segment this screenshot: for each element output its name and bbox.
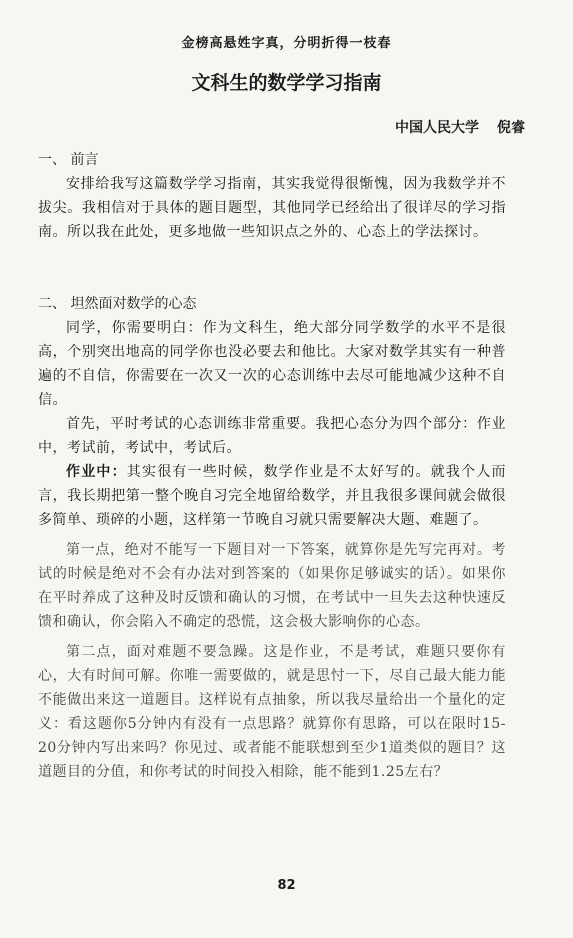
page-number: 82 [277, 878, 296, 893]
author-name: 倪睿 [497, 120, 525, 136]
paragraph-lead-label: 作业中： [66, 464, 127, 480]
paragraph: 安排给我写这篇数学学习指南，其实我觉得很惭愧，因为我数学并不拔尖。我相信对于具体的题目题型，其他同学已经给出了很详尽的学习指南。所以我在此处，更多地做一些知识点之外的、心态上的学法探讨。 [38, 176, 506, 240]
article-title: 文科生的数学学习指南 [191, 72, 382, 94]
section-preface [38, 148, 506, 244]
paragraph-homework [38, 460, 506, 532]
paragraph: 第一点，绝对不能写一下题目对一下答案，就算你是先写完再对。考试的时候是绝对不会有办法对到答案的（如果你足够诚实的话）。如果你在平时养成了这种及时反馈和确认的习惯，在考试中一旦失去这种快速反馈和确认，你会陷入不确定的恐慌，这会极大影响你的心态。 [38, 542, 506, 630]
paragraph: 第二点，面对难题不要急躁。这是作业，不是考试，难题只要你有心，大有时间可解。你唯一需要做的，就是思忖一下，尽自己最大能力能不能做出来这一道题目。这样说有点抽象，所以我尽量给出一个量化的定义：看这题你5分钟内有没有一点思路？就算你有思路，可以在限时15-20分钟内写出来吗？你见过、或者能不能联想到至少1道类似的题目？这道题目的分值，和你考试的时间投入相除，能不能到1.25左右？ [38, 644, 506, 780]
paragraph: 同学，你需要明白：作为文科生，绝大部分同学数学的水平不是很高，个别突出地高的同学你也没必要去和他比。大家对数学其实有一种普遍的不自信，你需要在一次又一次的心态训练中去尽可能地减少这种不自信。 [38, 320, 506, 408]
paragraph: 首先，平时考试的心态训练非常重要。我把心态分为四个部分：作业中，考试前，考试中，考试后。 [38, 416, 506, 456]
running-header-motto: 金榜高悬姓字真，分明折得一枝春 [181, 36, 392, 51]
author-affiliation: 中国人民大学 [395, 120, 479, 136]
section-heading: 二、 坦然面对数学的心态 [38, 296, 197, 312]
author-line [395, 117, 525, 137]
paragraph-lead-text: 其实很有一些时候，数学作业是不太好写的。就我个人而言，我长期把第一整个晚自习完全地留给数学，并且我很多课间就会做很多简单、琐碎的小题，这样第一节晚自习就只需要解决大题、难题了。 [38, 464, 507, 528]
section-mindset [38, 292, 506, 784]
section-heading: 一、 前言 [38, 152, 99, 168]
